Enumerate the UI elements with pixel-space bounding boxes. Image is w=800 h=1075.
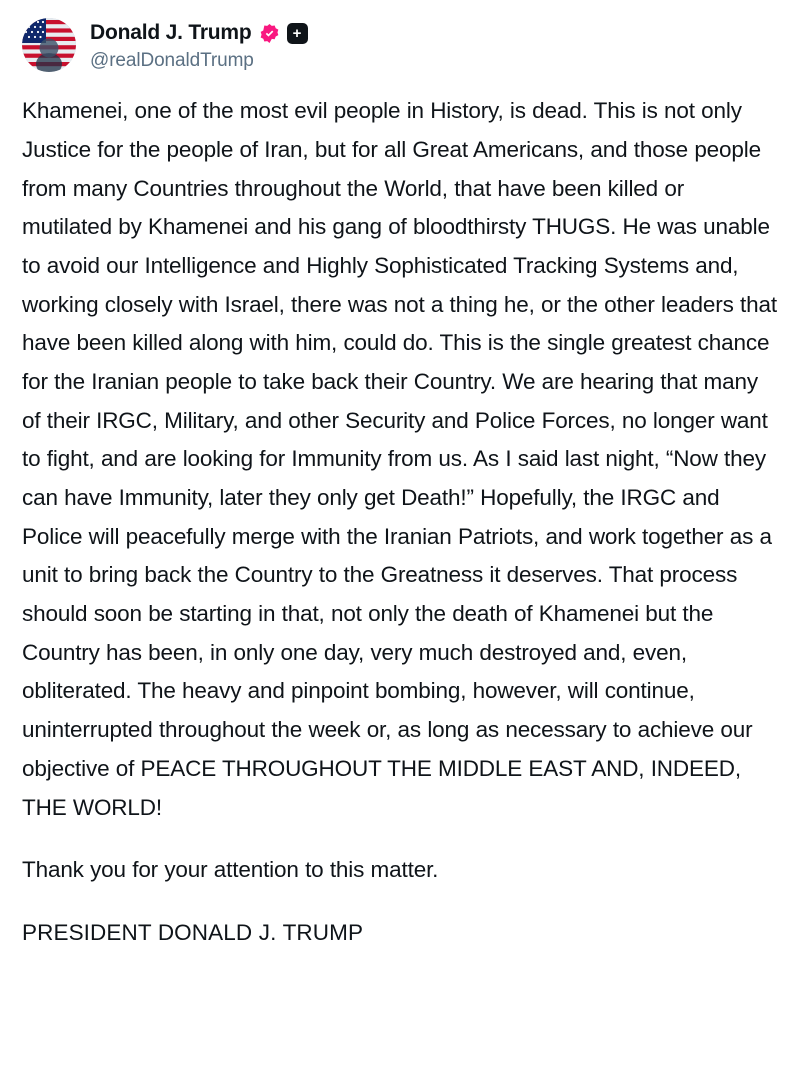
plus-badge-icon: + [287,23,308,44]
post-header [22,18,778,72]
post-paragraph-thanks: Thank you for your attention to this matter. [22,857,439,883]
author-identity [90,18,308,72]
post-paragraph-main: Khamenei, one of the most evil people in History, is dead. This is not only Justice for the people of Iran, but for all Great Americans, and those people from many Countries throughout the World, that have been killed or mutilated by Khamenei and his gang of bloodthirsty THUGS. He was unable to avoid our Intelligence and Highly Sophisticated Tracking Systems and, working closely with Israel, there was not a thing he, or the other leaders that have been killed along with him, could do. This is the single greatest chance for the Iranian people to take back their Country. We are hearing that many of their IRGC, Military, and other Security and Police Forces, no longer want to fight, and are looking for Immunity from us. As I said last night, “Now they can have Immunity, later they only get Death!” Hopefully, the IRGC and Police will peacefully merge with the Iranian Patriots, and work together as a unit to bring back the Country to the Greatness it deserves. That process should soon be starting in that, not only the death of Khamenei but the Country has been, in only one day, very much destroyed and, even, obliterated. The heavy and pinpoint bombing, however, will continue, uninterrupted throughout the week or, as long as necessary to achieve our objective of PEACE THROUGHOUT THE MIDDLE EAST AND, INDEED, THE WORLD! [22,98,777,820]
american-flag-avatar-icon [22,18,76,72]
avatar[interactable] [22,18,76,72]
verified-check-icon [259,23,280,44]
author-display-name[interactable]: Donald J. Trump [90,21,252,44]
author-handle[interactable]: @realDonaldTrump [90,50,254,72]
post-signature: PRESIDENT DONALD J. TRUMP [22,919,364,945]
author-name-row [90,21,308,45]
post-body [22,92,778,952]
